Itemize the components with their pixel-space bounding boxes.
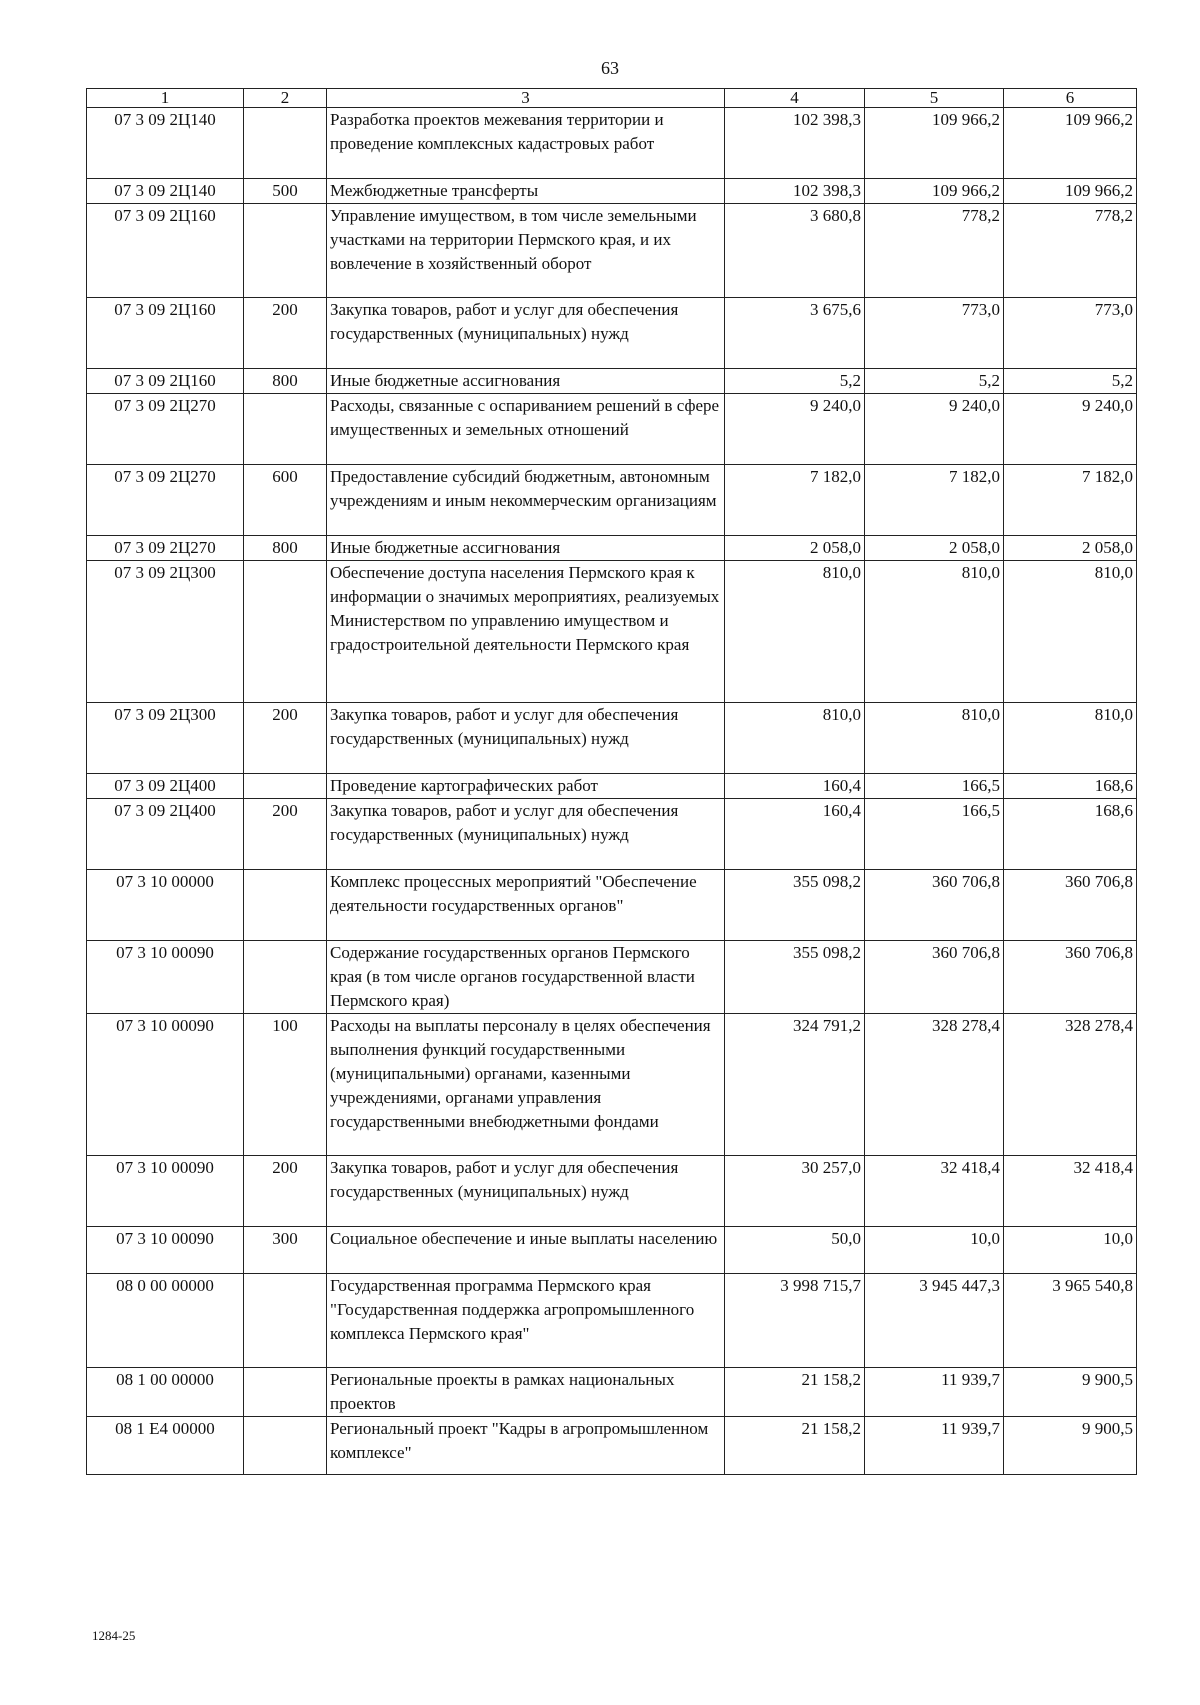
row-code-cell: 07 3 09 2Ц160 <box>87 369 244 394</box>
row-value-2025-cell: 810,0 <box>1004 561 1137 703</box>
footer-code: 1284-25 <box>92 1628 136 1643</box>
row-value-2023-cell: 3 675,6 <box>725 298 865 369</box>
row-kvr-cell <box>244 561 327 703</box>
row-code-cell: 08 0 00 00000 <box>87 1274 244 1368</box>
row-value-2025-cell: 10,0 <box>1004 1227 1137 1274</box>
row-value-2024-cell: 3 945 447,3 <box>865 1274 1004 1368</box>
row-value-2023-cell: 102 398,3 <box>725 179 865 204</box>
row-value-2024-cell: 166,5 <box>865 799 1004 870</box>
page-number: 63 <box>601 58 619 78</box>
row-value-2023-cell: 21 158,2 <box>725 1368 865 1417</box>
row-value-2023-cell: 5,2 <box>725 369 865 394</box>
table-row <box>87 1156 1137 1227</box>
row-name-cell: Обеспечение доступа населения Пермского края к информации о значимых мероприятиях, реализуемых Министерством по управлению имуществом и градостроительной деятельности Пермского края <box>327 561 725 703</box>
row-value-2023-cell: 2 058,0 <box>725 536 865 561</box>
row-kvr-cell: 500 <box>244 179 327 204</box>
row-name-cell: Закупка товаров, работ и услуг для обеспечения государственных (муниципальных) нужд <box>327 1156 725 1227</box>
row-value-2025-cell: 3 965 540,8 <box>1004 1274 1137 1368</box>
row-kvr-cell: 300 <box>244 1227 327 1274</box>
row-value-2025-cell: 9 900,5 <box>1004 1417 1137 1475</box>
row-value-2023-cell: 355 098,2 <box>725 870 865 941</box>
row-name-cell: Межбюджетные трансферты <box>327 179 725 204</box>
row-code-cell: 08 1 00 00000 <box>87 1368 244 1417</box>
table-row <box>87 179 1137 204</box>
row-name-cell: Региональные проекты в рамках национальных проектов <box>327 1368 725 1417</box>
row-value-2023-cell: 21 158,2 <box>725 1417 865 1475</box>
row-code-cell: 07 3 10 00090 <box>87 1156 244 1227</box>
row-kvr-cell: 600 <box>244 465 327 536</box>
row-name-cell: Закупка товаров, работ и услуг для обеспечения государственных (муниципальных) нужд <box>327 703 725 774</box>
column-header: 2 <box>244 89 327 108</box>
table-row <box>87 298 1137 369</box>
row-kvr-cell <box>244 394 327 465</box>
row-code-cell: 07 3 09 2Ц270 <box>87 465 244 536</box>
row-value-2025-cell: 109 966,2 <box>1004 179 1137 204</box>
row-value-2024-cell: 810,0 <box>865 703 1004 774</box>
row-value-2024-cell: 5,2 <box>865 369 1004 394</box>
row-value-2024-cell: 810,0 <box>865 561 1004 703</box>
row-value-2023-cell: 810,0 <box>725 561 865 703</box>
row-kvr-cell <box>244 204 327 298</box>
row-value-2023-cell: 160,4 <box>725 799 865 870</box>
budget-table <box>86 88 1137 1475</box>
table-row <box>87 941 1137 1014</box>
row-name-cell: Управление имуществом, в том числе земельными участками на территории Пермского края, и их вовлечение в хозяйственный оборот <box>327 204 725 298</box>
row-kvr-cell <box>244 1274 327 1368</box>
table-row <box>87 561 1137 703</box>
column-header: 5 <box>865 89 1004 108</box>
row-value-2025-cell: 810,0 <box>1004 703 1137 774</box>
row-value-2023-cell: 160,4 <box>725 774 865 799</box>
row-code-cell: 07 3 10 00090 <box>87 1014 244 1156</box>
table-row <box>87 536 1137 561</box>
row-value-2024-cell: 109 966,2 <box>865 108 1004 179</box>
row-value-2024-cell: 32 418,4 <box>865 1156 1004 1227</box>
row-name-cell: Предоставление субсидий бюджетным, автономным учреждениям и иным некоммерческим организациям <box>327 465 725 536</box>
row-kvr-cell: 200 <box>244 799 327 870</box>
table-row <box>87 1227 1137 1274</box>
table-row <box>87 204 1137 298</box>
row-code-cell: 07 3 09 2Ц160 <box>87 204 244 298</box>
row-value-2024-cell: 7 182,0 <box>865 465 1004 536</box>
row-value-2025-cell: 32 418,4 <box>1004 1156 1137 1227</box>
row-value-2024-cell: 11 939,7 <box>865 1368 1004 1417</box>
row-name-cell: Расходы на выплаты персоналу в целях обеспечения выполнения функций государственными (муниципальными) органами, казенными учреждениями, органами управления государственными внебюджетными фондами <box>327 1014 725 1156</box>
row-value-2025-cell: 778,2 <box>1004 204 1137 298</box>
row-code-cell: 07 3 09 2Ц270 <box>87 394 244 465</box>
table-header-row <box>87 89 1137 108</box>
row-value-2023-cell: 50,0 <box>725 1227 865 1274</box>
column-header: 4 <box>725 89 865 108</box>
row-name-cell: Иные бюджетные ассигнования <box>327 536 725 561</box>
row-value-2023-cell: 324 791,2 <box>725 1014 865 1156</box>
table-row <box>87 774 1137 799</box>
table-row <box>87 1014 1137 1156</box>
row-value-2024-cell: 360 706,8 <box>865 941 1004 1014</box>
row-kvr-cell <box>244 941 327 1014</box>
row-value-2025-cell: 360 706,8 <box>1004 941 1137 1014</box>
row-kvr-cell <box>244 1417 327 1475</box>
row-value-2025-cell: 168,6 <box>1004 774 1137 799</box>
row-code-cell: 07 3 09 2Ц140 <box>87 108 244 179</box>
row-value-2025-cell: 360 706,8 <box>1004 870 1137 941</box>
table-body <box>87 108 1137 1475</box>
row-value-2025-cell: 7 182,0 <box>1004 465 1137 536</box>
row-name-cell: Комплекс процессных мероприятий "Обеспечение деятельности государственных органов" <box>327 870 725 941</box>
row-value-2024-cell: 109 966,2 <box>865 179 1004 204</box>
row-value-2025-cell: 9 240,0 <box>1004 394 1137 465</box>
row-kvr-cell <box>244 870 327 941</box>
row-name-cell: Региональный проект "Кадры в агропромышленном комплексе" <box>327 1417 725 1475</box>
table-row <box>87 870 1137 941</box>
row-value-2023-cell: 3 680,8 <box>725 204 865 298</box>
row-value-2025-cell: 773,0 <box>1004 298 1137 369</box>
table-row <box>87 1368 1137 1417</box>
table-row <box>87 799 1137 870</box>
row-code-cell: 07 3 10 00000 <box>87 870 244 941</box>
row-value-2024-cell: 9 240,0 <box>865 394 1004 465</box>
row-kvr-cell: 100 <box>244 1014 327 1156</box>
row-value-2024-cell: 773,0 <box>865 298 1004 369</box>
row-name-cell: Расходы, связанные с оспариванием решений в сфере имущественных и земельных отношений <box>327 394 725 465</box>
row-value-2023-cell: 3 998 715,7 <box>725 1274 865 1368</box>
row-value-2023-cell: 810,0 <box>725 703 865 774</box>
row-value-2024-cell: 778,2 <box>865 204 1004 298</box>
row-kvr-cell: 200 <box>244 703 327 774</box>
row-value-2024-cell: 166,5 <box>865 774 1004 799</box>
row-kvr-cell: 200 <box>244 298 327 369</box>
row-code-cell: 07 3 09 2Ц400 <box>87 799 244 870</box>
row-code-cell: 07 3 10 00090 <box>87 1227 244 1274</box>
table-row <box>87 1274 1137 1368</box>
row-value-2023-cell: 9 240,0 <box>725 394 865 465</box>
row-value-2025-cell: 2 058,0 <box>1004 536 1137 561</box>
row-code-cell: 07 3 10 00090 <box>87 941 244 1014</box>
row-name-cell: Государственная программа Пермского края "Государственная поддержка агропромышленного комплекса Пермского края" <box>327 1274 725 1368</box>
row-kvr-cell <box>244 108 327 179</box>
row-name-cell: Иные бюджетные ассигнования <box>327 369 725 394</box>
row-value-2025-cell: 9 900,5 <box>1004 1368 1137 1417</box>
row-code-cell: 07 3 09 2Ц300 <box>87 703 244 774</box>
table-row <box>87 703 1137 774</box>
table-row <box>87 394 1137 465</box>
table-row <box>87 108 1137 179</box>
row-name-cell: Содержание государственных органов Пермского края (в том числе органов государственной власти Пермского края) <box>327 941 725 1014</box>
row-value-2024-cell: 360 706,8 <box>865 870 1004 941</box>
table-row <box>87 465 1137 536</box>
row-name-cell: Проведение картографических работ <box>327 774 725 799</box>
row-kvr-cell <box>244 774 327 799</box>
row-value-2024-cell: 2 058,0 <box>865 536 1004 561</box>
column-header: 3 <box>327 89 725 108</box>
row-code-cell: 07 3 09 2Ц400 <box>87 774 244 799</box>
row-value-2024-cell: 328 278,4 <box>865 1014 1004 1156</box>
row-value-2025-cell: 168,6 <box>1004 799 1137 870</box>
row-value-2025-cell: 109 966,2 <box>1004 108 1137 179</box>
row-name-cell: Разработка проектов межевания территории и проведение комплексных кадастровых работ <box>327 108 725 179</box>
row-value-2023-cell: 355 098,2 <box>725 941 865 1014</box>
row-value-2023-cell: 30 257,0 <box>725 1156 865 1227</box>
row-value-2025-cell: 5,2 <box>1004 369 1137 394</box>
row-name-cell: Закупка товаров, работ и услуг для обеспечения государственных (муниципальных) нужд <box>327 799 725 870</box>
row-kvr-cell <box>244 1368 327 1417</box>
row-code-cell: 07 3 09 2Ц140 <box>87 179 244 204</box>
row-code-cell: 08 1 E4 00000 <box>87 1417 244 1475</box>
row-code-cell: 07 3 09 2Ц270 <box>87 536 244 561</box>
table-row <box>87 1417 1137 1475</box>
row-code-cell: 07 3 09 2Ц160 <box>87 298 244 369</box>
table-row <box>87 369 1137 394</box>
column-header: 6 <box>1004 89 1137 108</box>
row-kvr-cell: 800 <box>244 536 327 561</box>
column-header: 1 <box>87 89 244 108</box>
row-value-2024-cell: 11 939,7 <box>865 1417 1004 1475</box>
row-name-cell: Социальное обеспечение и иные выплаты населению <box>327 1227 725 1274</box>
row-code-cell: 07 3 09 2Ц300 <box>87 561 244 703</box>
row-value-2025-cell: 328 278,4 <box>1004 1014 1137 1156</box>
row-kvr-cell: 200 <box>244 1156 327 1227</box>
row-value-2024-cell: 10,0 <box>865 1227 1004 1274</box>
row-value-2023-cell: 7 182,0 <box>725 465 865 536</box>
row-name-cell: Закупка товаров, работ и услуг для обеспечения государственных (муниципальных) нужд <box>327 298 725 369</box>
row-kvr-cell: 800 <box>244 369 327 394</box>
row-value-2023-cell: 102 398,3 <box>725 108 865 179</box>
